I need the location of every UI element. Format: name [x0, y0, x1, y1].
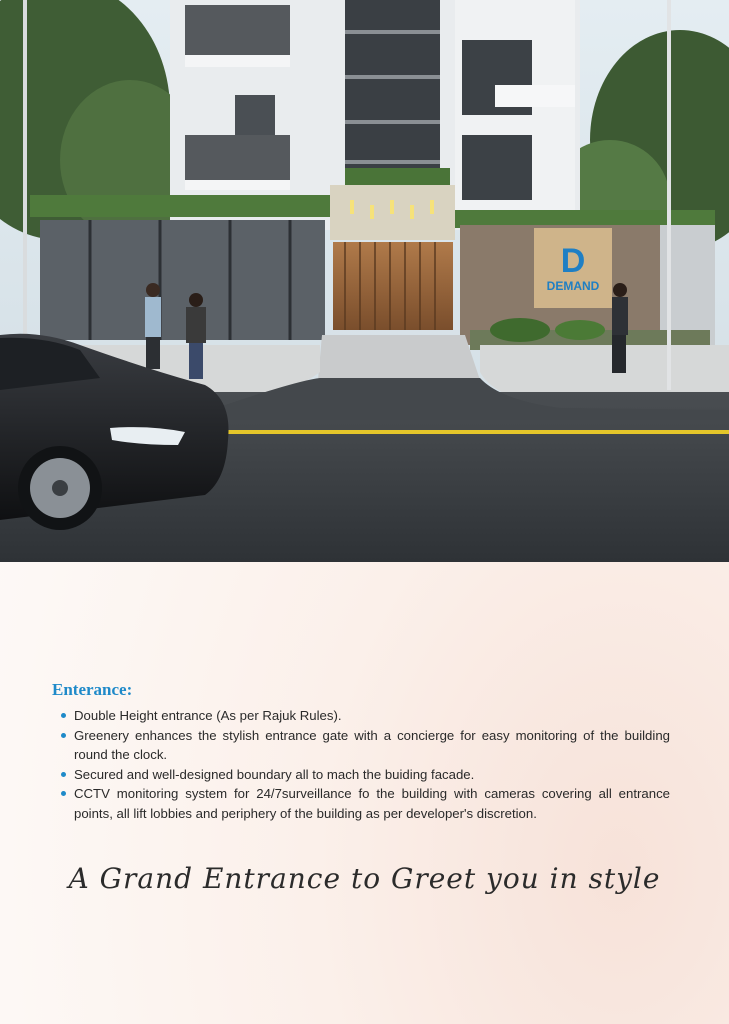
logo-text: DEMAND	[546, 279, 600, 293]
entrance-section	[52, 680, 670, 823]
section-heading: Enterance:	[52, 680, 133, 699]
list-item-text: Greenery enhances the stylish entrance gate with a concierge for easy monitoring of the building round the clock.	[74, 727, 670, 762]
bullet-dot-icon	[61, 772, 66, 777]
list-item	[52, 765, 670, 785]
list-item	[52, 706, 670, 726]
tagline: A Grand Entrance to Greet you in style	[68, 862, 661, 895]
logo-mark: D	[560, 242, 586, 280]
bullet-dot-icon	[61, 791, 66, 796]
bullet-dot-icon	[61, 733, 66, 738]
bullet-dot-icon	[61, 713, 66, 718]
list-item-text: Secured and well-designed boundary all to mach the buiding facade.	[74, 766, 475, 782]
list-item	[52, 726, 670, 765]
features-list	[52, 706, 670, 823]
list-item-text: CCTV monitoring system for 24/7surveillance fo the building with cameras covering all entrance points, all lift lobbies and periphery of the building as per developer's discretion.	[74, 786, 670, 821]
list-item	[52, 784, 670, 823]
list-item-text: Double Height entrance (As per Rajuk Rules).	[74, 708, 342, 723]
